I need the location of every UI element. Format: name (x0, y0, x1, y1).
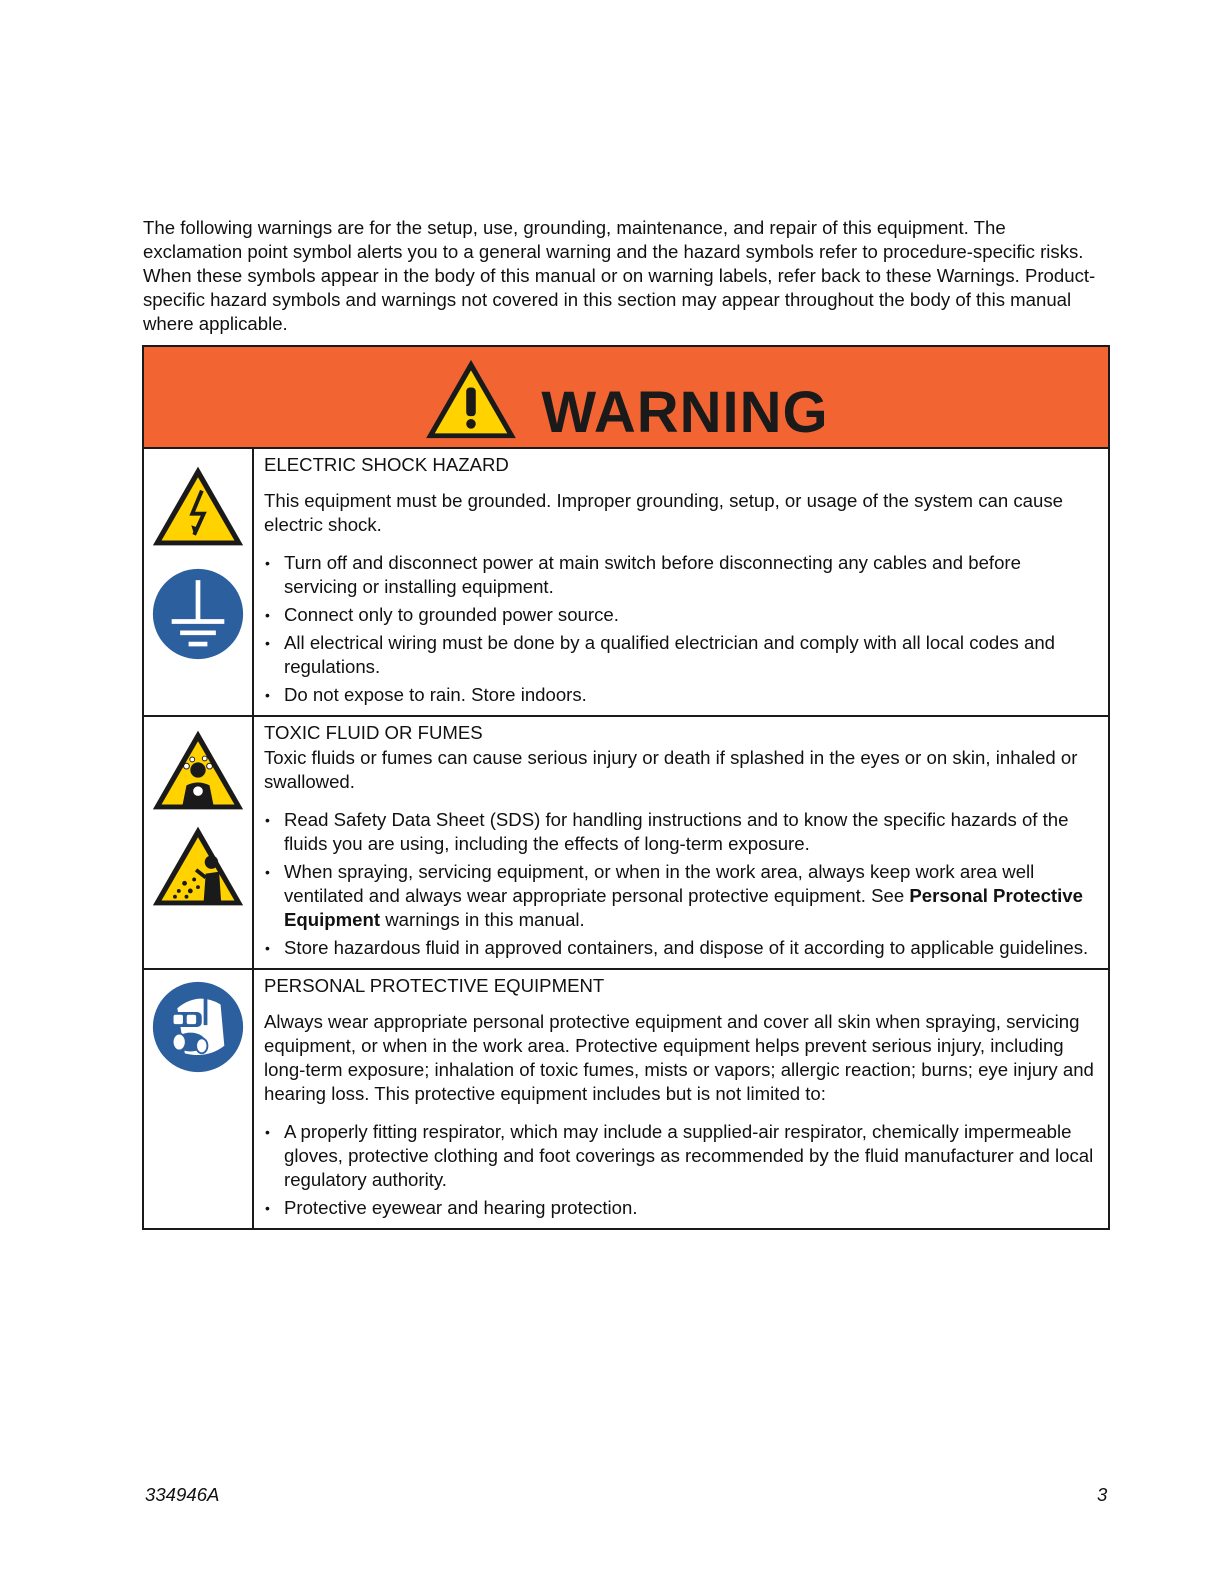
ppe-text (254, 970, 1108, 1228)
warning-title: WARNING (541, 379, 829, 445)
spray-bullet-text: When spraying, servicing equipment, or when in the work area, always keep work area well ventilated and always wear appropriate personal protective equipment. See (284, 861, 1035, 906)
document-number: 334946A (145, 1484, 220, 1505)
splash-hazard-icon (150, 823, 246, 909)
section-ppe (144, 968, 1108, 1228)
electric-shock-icon (150, 463, 246, 549)
ppe-icons (144, 970, 254, 1228)
ground-icon (151, 567, 245, 661)
bullet-list (264, 551, 1098, 707)
ppe-cross-reference: Personal Protective Equipment (284, 885, 1083, 930)
list-item: • All electrical wiring must be done by a qualified electrician and comply with all local codes and regulations. (264, 631, 1098, 679)
list-item: • Store hazardous fluid in approved containers, and dispose of it according to applicable guidelines. (264, 936, 1098, 960)
list-item: • A properly fitting respirator, which may include a supplied-air respirator, chemically impermeable gloves, protective clothing and foot coverings as recommended by the fluid manufacturer and local regulatory authority. (264, 1120, 1098, 1192)
section-description: This equipment must be grounded. Improper grounding, setup, or usage of the system can cause electric shock. (264, 490, 1063, 535)
section-electric-shock (144, 449, 1108, 715)
exclamation-warning-icon (423, 357, 519, 441)
intro-paragraph: The following warnings are for the setup, use, grounding, maintenance, and repair of this equipment. The exclamation point symbol alerts you to a general warning and the hazard symbols refer to procedure-specific risks. When these symbols appear in the body of this manual or on warning labels, refer back to these Warnings. Product-specific hazard symbols and warnings not covered in this section may appear throughout the body of this manual where applicable. (143, 217, 1096, 334)
section-description: Always wear appropriate personal protective equipment and cover all skin when spraying, servicing equipment, or when in the work area. Protective equipment helps prevent serious injury, including long-term exposure; inhalation of toxic fumes, mists or vapors; allergic reaction; burns; eye injury and hearing loss. This protective equipment includes but is not limited to: (264, 1011, 1094, 1104)
electric-text (254, 449, 1108, 715)
section-title: PERSONAL PROTECTIVE EQUIPMENT (264, 975, 605, 996)
list-item: • Do not expose to rain. Store indoors. (264, 683, 1098, 707)
section-title: ELECTRIC SHOCK HAZARD (264, 454, 509, 475)
bullet-list (264, 808, 1098, 960)
bullet-list (264, 1120, 1098, 1220)
page-number: 3 (1097, 1484, 1108, 1505)
toxic-icons (144, 717, 254, 968)
section-description: Toxic fluids or fumes can cause serious injury or death if splashed in the eyes or on skin, inhaled or swallowed. (264, 747, 1078, 792)
warning-header (144, 347, 1108, 449)
respirator-icon (151, 980, 245, 1074)
list-item: • Connect only to grounded power source. (264, 603, 1098, 627)
list-item: • Turn off and disconnect power at main switch before disconnecting any cables and before servicing or installing equipment. (264, 551, 1098, 599)
toxic-text (254, 717, 1108, 968)
spray-bullet-text-end: warnings in this manual. (385, 909, 585, 930)
section-title: TOXIC FLUID OR FUMES (264, 722, 483, 743)
list-item (264, 860, 1098, 932)
electric-icons (144, 449, 254, 715)
toxic-fumes-icon (150, 727, 246, 813)
warning-table (142, 345, 1110, 1230)
section-toxic-fluid (144, 715, 1108, 968)
list-item: • Protective eyewear and hearing protection. (264, 1196, 1098, 1220)
list-item: • Read Safety Data Sheet (SDS) for handling instructions and to know the specific hazards of the fluids you are using, including the effects of long-term exposure. (264, 808, 1098, 856)
